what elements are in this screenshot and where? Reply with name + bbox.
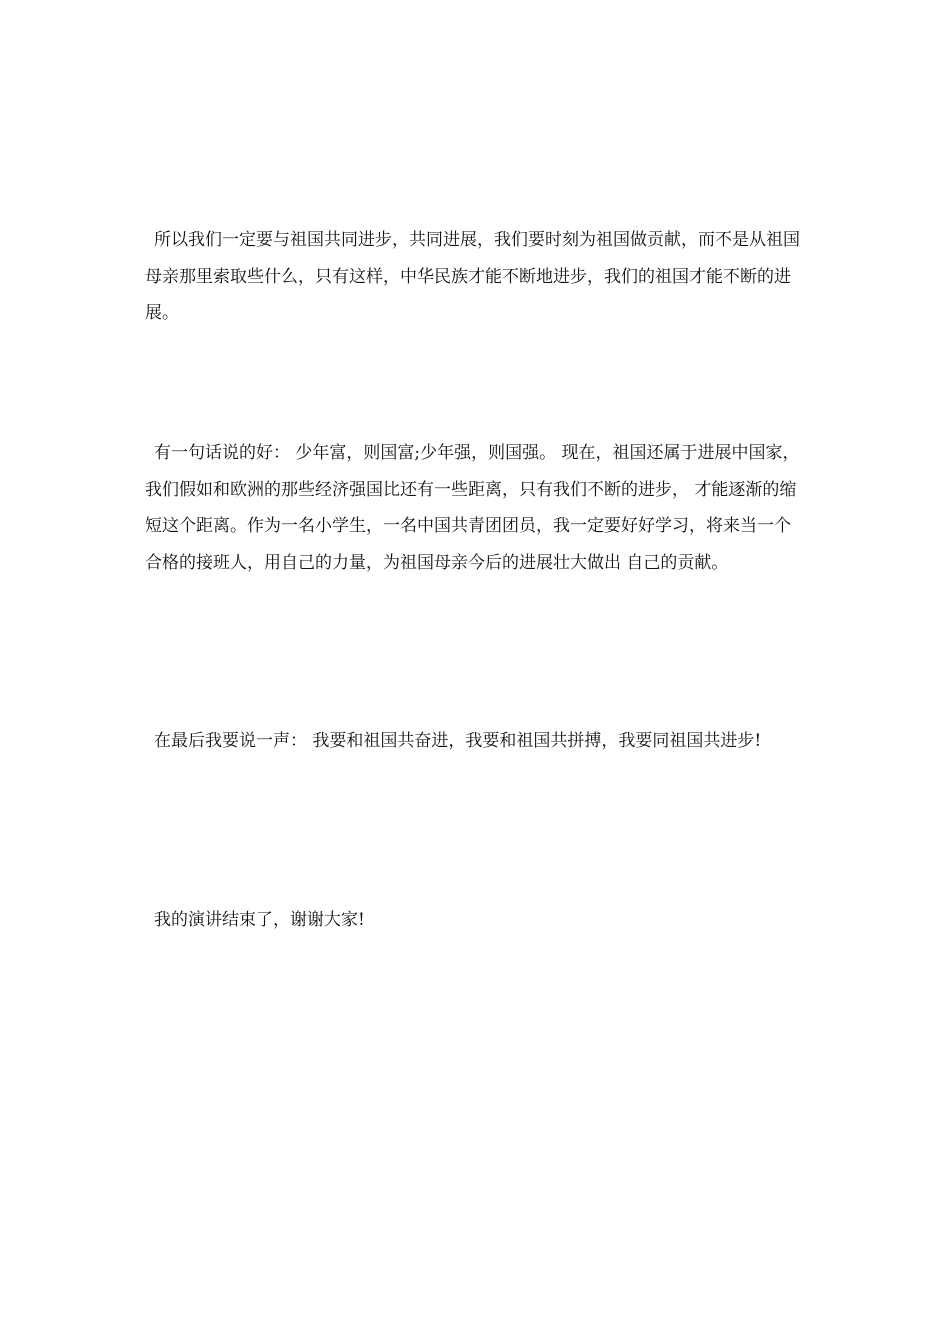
paragraph-progress-together: 所以我们一定要与祖国共同进步，共同进展，我们要时刻为祖国做贡献，而不是从祖国母亲那里索取些什么，只有这样，中华民族才能不断地进步，我们的祖国才能不断的进展。 (145, 230, 800, 323)
paragraph-closing-thanks: 我的演讲结束了，谢谢大家! (154, 910, 365, 930)
paragraph-final-words: 在最后我要说一声： 我要和祖国共奋进，我要和祖国共拼搏，我要同祖国共进步! (154, 731, 762, 751)
paragraph-youth-strong: 有一句话说的好： 少年富，则国富;少年强，则国强。 现在，祖国还属于进展中国家，我们假如和欧洲的那些经济强国比还有一些距离，只有我们不断的进步， 才能逐渐的缩短这个距离。作为一名小学生，一名中国共青团团员，我一定要好好学习，将来当一个合格的接班人，用自己的力量，为祖国母亲今后的进展壮大做出 自己的贡献。 (145, 443, 800, 573)
